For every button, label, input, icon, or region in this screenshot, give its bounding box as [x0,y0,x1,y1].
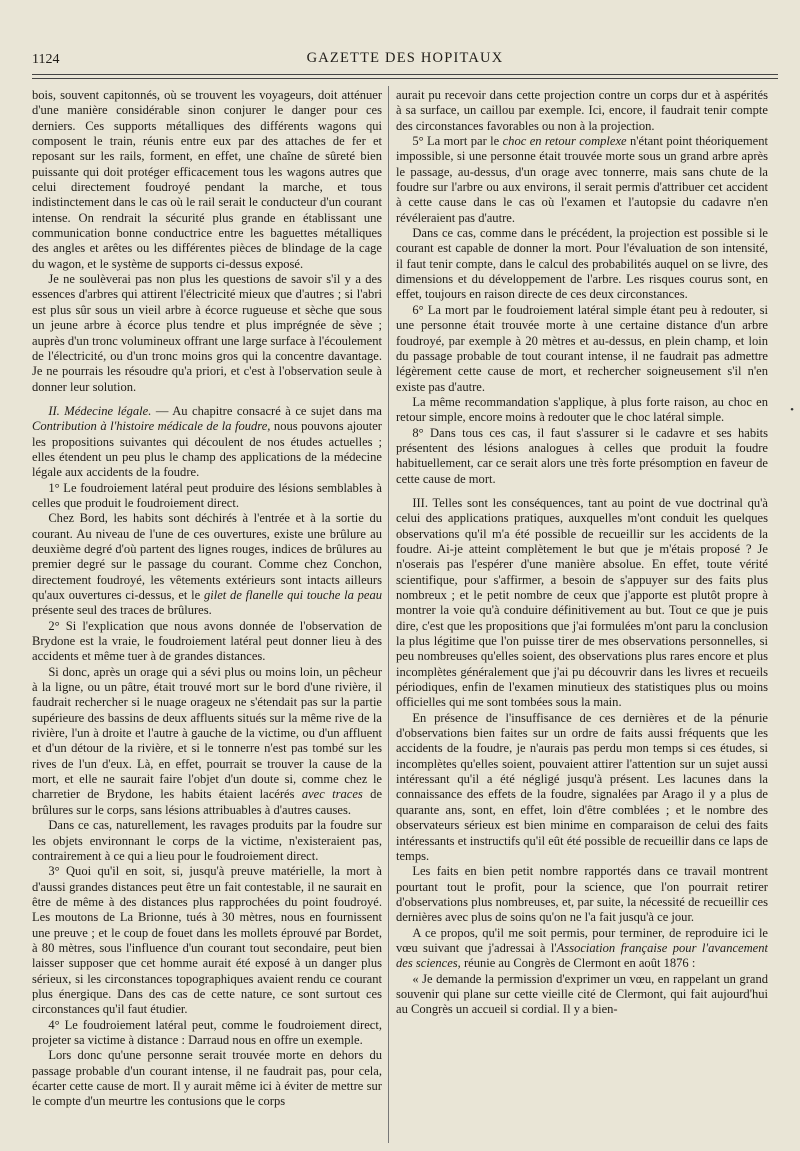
right-column [396,88,768,1145]
page-header [32,44,778,74]
paragraph: III. Telles sont les conséquences, tant au point de vue doctrinal qu'à celui des applications pratiques, auxquelles m'ont conduit les quelques observations qu'il m'a été possible de recueillir sur les accidents de la foudre. Ai-je atteint complètement le but que je m'étais proposé ? Je n'oserais pas l'espérer d'une manière absolue. En effet, toute vérité scientifique, pour s'affirmer, a besoin de s'appuyer sur des faits plus nombreux ; et le petit nombre de ceux que j'apporte est plutôt propre à montrer la voie qu'à conduire définitivement au but. Tout ce que je puis dire, c'est que les propositions que j'ai formulées m'ont paru la conclusion la plus légitime que l'on puisse tirer de mes observations personnelles, si peu nombreuses qu'elles soient, des observations plus rares encore et plus incomplètes généralement que j'ai pu découvrir dans les livres et recueils périodiques, enfin de l'examen minutieux des statistiques plus ou moins officielles qui me sont tombées sous la main. [396,495,768,710]
paragraph: 3° Quoi qu'il en soit, si, jusqu'à preuve matérielle, la mort à d'aussi grandes distances peut être un fait contestable, il ne saurait en être de même à des distances plus rapprochées du point foudroyé. Les moutons de La Brionne, tués à 30 mètres, nous en fournissent une preuve ; et le coup de fouet dans les mollets éprouvé par Bordet, à 80 mètres, sous l'influence d'un courant tout secondaire, peut bien laisser supposer que cet homme aurait été exposé à un danger plus sérieux, si les circonstances topographiques avaient rendu ce courant plus énergique. Dans des cas de cette nature, ce sont surtout ces circonstances qu'il faut étudier. [32,864,382,1017]
emphasis: choc en retour complexe [502,134,627,149]
paragraph [396,926,768,972]
paragraph-text: A ce propos, qu'il me soit permis, pour terminer, de reproduire ici le vœu suivant que j'adressai à l' [396,925,768,955]
paragraph [32,511,382,618]
paragraph: Dans ce cas, naturellement, les ravages produits par la foudre sur les objets environnant le corps de la victime, n'existeraient pas, contrairement à ce qui a lieu pour le foudroiement direct. [32,818,382,863]
paragraph: Lors donc qu'une personne serait trouvée morte en dehors du passage probable d'un courant intense, il ne faudrait pas, pour cela, écarter cette cause de mort. Il y aurait même ici à éviter de mettre sur le compte d'un meurtre les contusions que le corps [32,1048,382,1109]
paragraph-text: présente seul des traces de brûlures. [32,603,212,618]
paragraph: La même recommandation s'applique, à plus forte raison, au choc en retour simple, encore moins à redouter que le choc latéral simple. [396,394,768,425]
reference-title: Contribution à l'histoire médicale de la foudre, [32,419,271,434]
paragraph-text: 5° La mort par le [412,134,503,149]
paragraph-text: — Au chapitre consacré à ce sujet dans ma [151,403,382,418]
paragraph-text: réunie au Congrès de Clermont en août 1876 : [460,956,696,971]
column-divider [388,86,389,1143]
paragraph: 6° La mort par le foudroiement latéral simple étant peu à redouter, si une personne était trouvée morte à une certaine distance d'un arbre foudroyé, par exemple à 20 mètres et au-dessus, en plein champ, et loin du passage probable de tout courant intense, il ne faudrait pas admettre légèrement cette cause de mort, et rechercher soigneusement s'il n'en existe pas d'autre. [396,302,768,394]
paragraph-text: n'étant point théoriquement impossible, si une personne était trouvée morte sous un grand arbre après le passage, au-dessus, d'un orage avec tonnerre, mais sans chute de la foudre sur l'arbre ou aux environs, il serait permis d'attribuer cet accident à cette cause dans le cas où l'examen et l'autopsie du cadavre n'en révéleraient pas d'autre. [396,134,768,225]
emphasis: Association française pour l'avancement des sciences, [396,940,768,971]
emphasis: gilet de flanelle qui touche la peau [203,588,382,602]
paragraph [396,134,768,226]
paragraph: « Je demande la permission d'exprimer un vœu, en rappelant un grand souvenir qui plane sur cette vieille cité de Clermont, qui fait aujourd'hui au Congrès un accueil si cordial. Il y a bien- [396,971,768,1017]
header-rule-top [32,74,778,75]
emphasis: avec traces [301,787,363,802]
left-column [32,88,382,1145]
paragraph: En présence de l'insuffisance de ces dernières et de la pénurie d'observations bien faites sur un ordre de faits aussi fréquents que les accidents de la foudre, je n'aurais pas perdu mon temps si ces études, si incomplètes qu'elles soient, pouvaient attirer l'attention sur un sujet aussi intéressant qu'il a été négligé jusqu'à présent. Les lacunes dans la connaissance des effets de la foudre, signalées par Arago il y a plus de quarante ans, sont, en effet, loin d'être comblées ; et le nombre des observateurs sérieux est bien minime en comparaison de celui des faits intéressants et instructifs qu'il eût été possible de recueillir dans ce laps de temps. [396,710,768,863]
paragraph-text: de brûlures sur le corps, sans lésions attribuables à d'autres causes. [32,787,382,817]
paragraph: Je ne soulèverai pas non plus les questions de savoir s'il y a des essences d'arbres qui attirent l'électricité mieux que d'autres ; si l'abri est plus sûr sous un vieil arbre à écorce rugueuse et sèche que sous un jeune arbre à écorce plus tendre et plus imprégnée de sève ; auprès d'un tronc volumineux offrant une large surface à l'écoulement de l'électricité, ou d'un tronc moins gros qui la concentre davantage. Je ne pourrais les résoudre qu'a priori, et c'est à l'observation seule à donner leur solution. [32,272,382,394]
paragraph: 4° Le foudroiement latéral peut, comme le foudroiement direct, projeter sa victime à distance : Darraud nous en offre un exemple. [32,1017,382,1047]
page-number: 1124 [32,52,60,67]
paragraph: Dans ce cas, comme dans le précédent, la projection est possible si le courant est capable de donner la mort. Pour l'évaluation de son intensité, il faut tenir compte, dans le calcul des probabilités auquel on se livre, des dimensions et du développement de l'arbre. Les risques courus sont, en effet, toujours en raison directe de ces deux circonstances. [396,226,768,302]
header-rule-bottom [32,78,778,79]
paragraph [32,665,382,818]
paragraph: aurait pu recevoir dans cette projection contre un corps dur et à aspérités à sa surface, un caillou par exemple. Ici, encore, il faudrait tenir compte des circonstances favorables ou non à la projection. [396,88,768,133]
paragraph-text: Si donc, après un orage qui a sévi plus ou moins loin, un pêcheur à la ligne, ou un pâtre, était trouvé mort sur le bord d'une rivière, il faudrait rechercher si le nuage orageux ne s'étendait pas sur la partie supérieure des bassins de deux affluents situés sur la même rive de la rivière, l'un à droite et l'autre à gauche de la victime, ou d'un affluent et d'un détour de la rivière, et si le tonnerre n'est pas tombé sur les rives de l'un d'eux. Là, en effet, pourrait se trouver la cause de la mort, et elle ne saurait faire l'objet d'un doute si, comme chez le charretier de Brydone, les habits étaient lacérés [32,664,382,802]
paragraph: 2° Si l'explication que nous avons donnée de l'observation de Brydone est la vraie, le foudroiement latéral peut donner lieu à des accidents et même tuer à de grandes distances. [32,618,382,664]
paragraph: 8° Dans tous ces cas, il faut s'assurer si le cadavre et ses habits présentent des lésions analogues à celles que produit la foudre habituellement, car ce serait alors une très forte présomption en faveur de cette cause de mort. [396,425,768,486]
paragraph: 1° Le foudroiement latéral peut produire des lésions semblables à celles que produit le foudroiement direct. [32,480,382,510]
section-heading: II. Médecine légale. [48,403,152,418]
margin-mark: • [790,404,794,416]
paragraph: bois, souvent capitonnés, où se trouvent les voyageurs, doit atténuer d'une manière considérable sinon conjurer le danger pour ces derniers. Ces supports métalliques des différents wagons qui composent le train, réunis entre eux par des attaches de fer et reposant sur les rails, forment, en effet, une chaîne de sûreté bien puissante qui doit protéger efficacement tous les wagons autres que celui directement foudroyé pendant la marche, et tous indistinctement dans le cas où le rail serait le conducteur d'un courant intense. On rendrait la sécurité plus grande en établissant une communication bonne conductrice entre les baguettes métalliques des angles et arêtes ou les différentes pièces de blindage de la cage du wagon, et le système de supports ci-dessus exposé. [32,88,382,271]
running-title: GAZETTE DES HOPITAUX [306,50,504,66]
paragraph-text: nous pouvons ajouter les propositions suivantes qui découlent de nos études actuelles ; elles étendent un peu plus le champ des applications de la médecine légale aux accidents de la foudre. [32,419,382,480]
section-paragraph-medecine-legale [32,404,382,481]
paragraph: Les faits en bien petit nombre rapportés dans ce travail montrent pourtant tout le profit, pour la science, que l'on pourrait retirer d'observations plus nombreuses, et, par suite, la nécessité de recueillir ces dernières avec plus de soins qu'on ne l'a fait jusqu'à ce jour. [396,864,768,925]
paragraph-text: Chez Bord, les habits sont déchirés à l'entrée et à la sortie du courant. Au niveau de l'une de ces ouvertures, existe une brûlure au deuxième degré d'où partent des lignes rouges, indices de brûlures au premier degré sur le passage du courant. Comme chez Conchon, directement foudroyé, les vêtements extérieurs sont intacts ailleurs qu'aux ouvertures ci-dessus, et le [32,511,382,602]
